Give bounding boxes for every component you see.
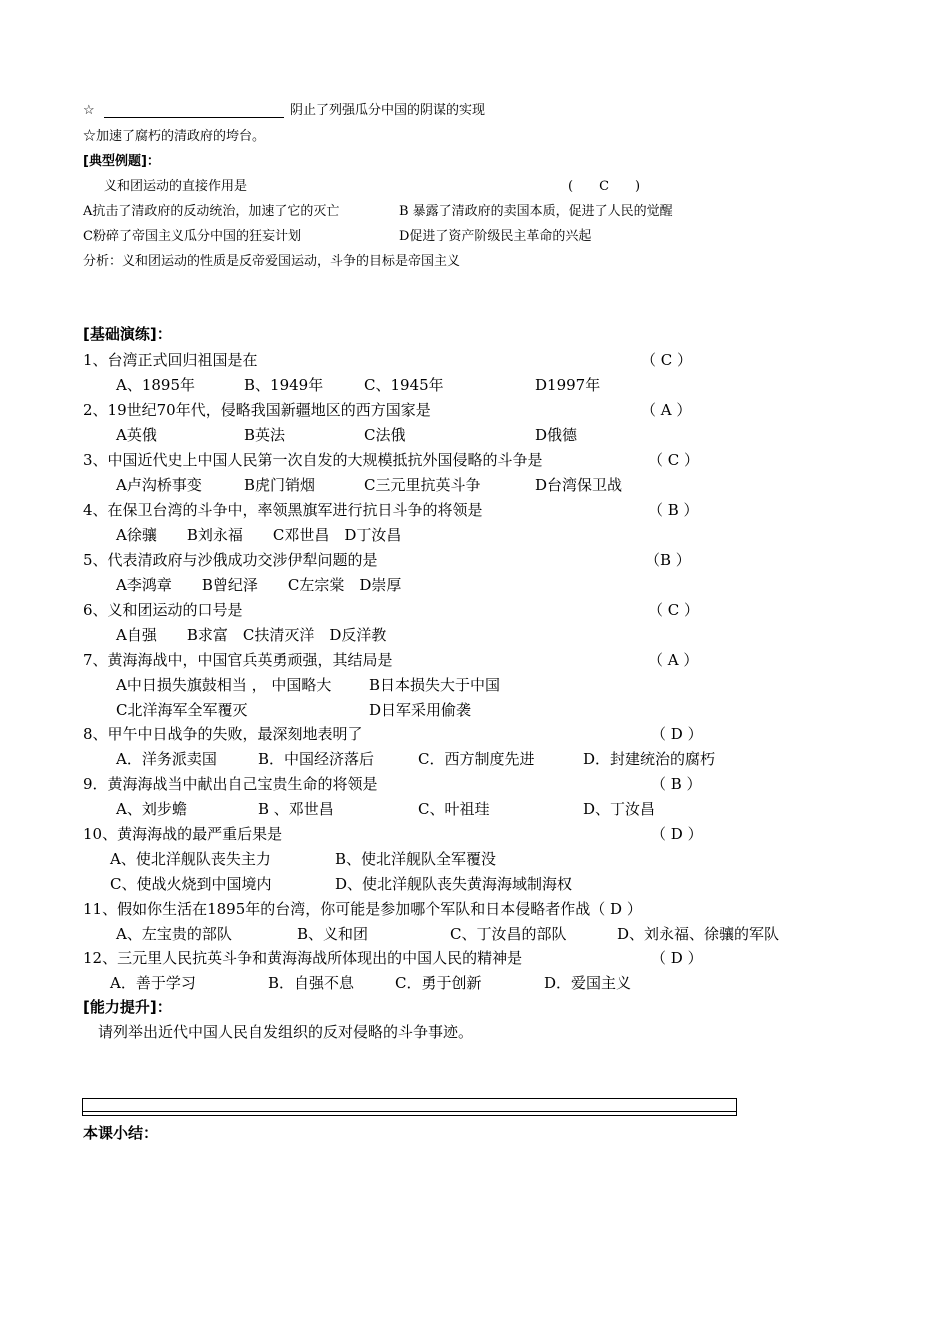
intro-line1-text: 阴止了列强瓜分中国的阴谋的实现: [290, 103, 486, 118]
q8-option-b: B．中国经济落后: [258, 750, 375, 768]
q7-option-b: B日本损失大于中国: [369, 676, 501, 694]
q8-option-c: C．西方制度先进: [418, 750, 535, 768]
q6-answer: （ C ）: [648, 601, 700, 619]
q2-option-c: C法俄: [364, 426, 406, 444]
example-option-b: B 暴露了清政府的卖国本质，促进了人民的觉醒: [399, 204, 673, 219]
fill-blank-line[interactable]: [104, 117, 284, 118]
q2-option-b: B英法: [244, 426, 286, 444]
q3-option-c: C三元里抗英斗争: [364, 476, 481, 494]
q6-stem: 6、义和团运动的口号是: [83, 601, 243, 619]
example-option-c: C粉碎了帝国主义瓜分中国的狂妄计划: [83, 229, 301, 244]
q10-option-d: D、使北洋舰队丧失黄海海域制海权: [335, 875, 573, 893]
q12-stem: 12、三元里人民抗英斗争和黄海海战所体现出的中国人民的精神是: [83, 949, 523, 967]
q7-option-d: D日军采用偷袭: [369, 701, 472, 719]
q9-option-c: C、叶祖珪: [418, 800, 490, 818]
q2-option-a: A英俄: [116, 426, 157, 444]
q11-option-d: D、刘永福、徐骧的军队: [617, 925, 780, 943]
example-heading: [典型例题]：: [83, 154, 160, 169]
q5-options: A李鸿章 B曾纪泽 C左宗棠 D崇厚: [116, 576, 402, 594]
q7-option-a: A中日损失旗鼓相当 ， 中国略大: [116, 676, 332, 694]
ability-prompt: 请列举出近代中国人民自发组织的反对侵略的斗争事迹。: [98, 1023, 474, 1041]
q1-option-d: D1997年: [535, 376, 601, 394]
q12-answer: （ D ）: [651, 949, 703, 967]
q4-options: A徐骧 B刘永福 C邓世昌 D丁汝昌: [116, 526, 402, 544]
q12-option-b: B．自强不息: [268, 974, 355, 992]
q1-answer: （ C ）: [641, 351, 693, 369]
q12-option-a: A．善于学习: [110, 974, 196, 992]
divider-inner-line: [83, 1111, 736, 1112]
q2-option-d: D俄德: [535, 426, 578, 444]
example-question: 义和团运动的直接作用是: [104, 179, 248, 194]
q11-stem: 11、假如你生活在1895年的台湾，你可能是参加哪个军队和日本侵略者作战（ D ）: [83, 900, 642, 918]
star-icon: ☆: [83, 103, 95, 118]
q10-option-b: B、使北洋舰队全军覆没: [335, 850, 497, 868]
q5-stem: 5、代表清政府与沙俄成功交涉伊犁问题的是: [83, 551, 378, 569]
q7-stem: 7、黄海海战中，中国官兵英勇顽强，其结局是: [83, 651, 393, 669]
practice-heading: [基础演练]：: [83, 325, 172, 343]
example-option-d: D促进了资产阶级民主革命的兴起: [399, 229, 592, 244]
q7-option-c: C北洋海军全军覆灭: [116, 701, 248, 719]
q9-option-a: A、刘步蟾: [116, 800, 187, 818]
ability-heading: [能力提升]：: [83, 998, 172, 1016]
q4-answer: （ B ）: [648, 501, 699, 519]
q11-option-b: B、义和团: [297, 925, 369, 943]
q2-answer: （ A ）: [641, 401, 692, 419]
q11-option-a: A、左宝贵的部队: [116, 925, 232, 943]
q3-stem: 3、中国近代史上中国人民第一次自发的大规模抵抗外国侵略的斗争是: [83, 451, 543, 469]
divider-box: [82, 1098, 737, 1116]
q1-option-c: C、1945年: [364, 376, 444, 394]
q9-answer: （ B ）: [651, 775, 702, 793]
q1-option-b: B、1949年: [244, 376, 324, 394]
q8-option-a: A．洋务派卖国: [116, 750, 217, 768]
q3-option-d: D台湾保卫战: [535, 476, 623, 494]
q8-answer: （ D ）: [651, 725, 703, 743]
q11-option-c: C、丁汝昌的部队: [450, 925, 567, 943]
intro-line2-text: ☆加速了腐朽的清政府的垮台。: [83, 129, 266, 144]
q12-option-d: D．爱国主义: [544, 974, 632, 992]
q8-stem: 8、甲午中日战争的失败，最深刻地表明了: [83, 725, 363, 743]
q1-stem: 1、台湾正式回归祖国是在: [83, 351, 258, 369]
q8-option-d: D．封建统治的腐朽: [583, 750, 716, 768]
q3-answer: （ C ）: [648, 451, 700, 469]
q12-option-c: C．勇于创新: [395, 974, 482, 992]
summary-heading: 本课小结：: [83, 1124, 159, 1142]
q6-options: A自强 B求富 C扶清灭洋 D反洋教: [116, 626, 387, 644]
q5-answer: （B ）: [645, 551, 691, 569]
q10-option-c: C、使战火烧到中国境内: [110, 875, 272, 893]
q9-option-d: D、丁汝昌: [583, 800, 656, 818]
q9-option-b: B 、邓世昌: [258, 800, 334, 818]
q3-option-b: B虎门销烟: [244, 476, 316, 494]
q9-stem: 9．黄海海战当中献出自己宝贵生命的将领是: [83, 775, 378, 793]
q10-stem: 10、黄海海战的最严重后果是: [83, 825, 283, 843]
example-answer: ( C ): [568, 179, 641, 194]
q10-answer: （ D ）: [651, 825, 703, 843]
example-option-a: A抗击了清政府的反动统治，加速了它的灭亡: [83, 204, 340, 219]
q1-option-a: A、1895年: [116, 376, 196, 394]
q3-option-a: A卢沟桥事变: [116, 476, 202, 494]
q2-stem: 2、19世纪70年代，侵略我国新疆地区的西方国家是: [83, 401, 431, 419]
q4-stem: 4、在保卫台湾的斗争中，率领黑旗军进行抗日斗争的将领是: [83, 501, 483, 519]
q7-answer: （ A ）: [648, 651, 699, 669]
example-analysis: 分析：义和团运动的性质是反帝爱国运动，斗争的目标是帝国主义: [83, 254, 461, 269]
q10-option-a: A、使北洋舰队丧失主力: [110, 850, 271, 868]
